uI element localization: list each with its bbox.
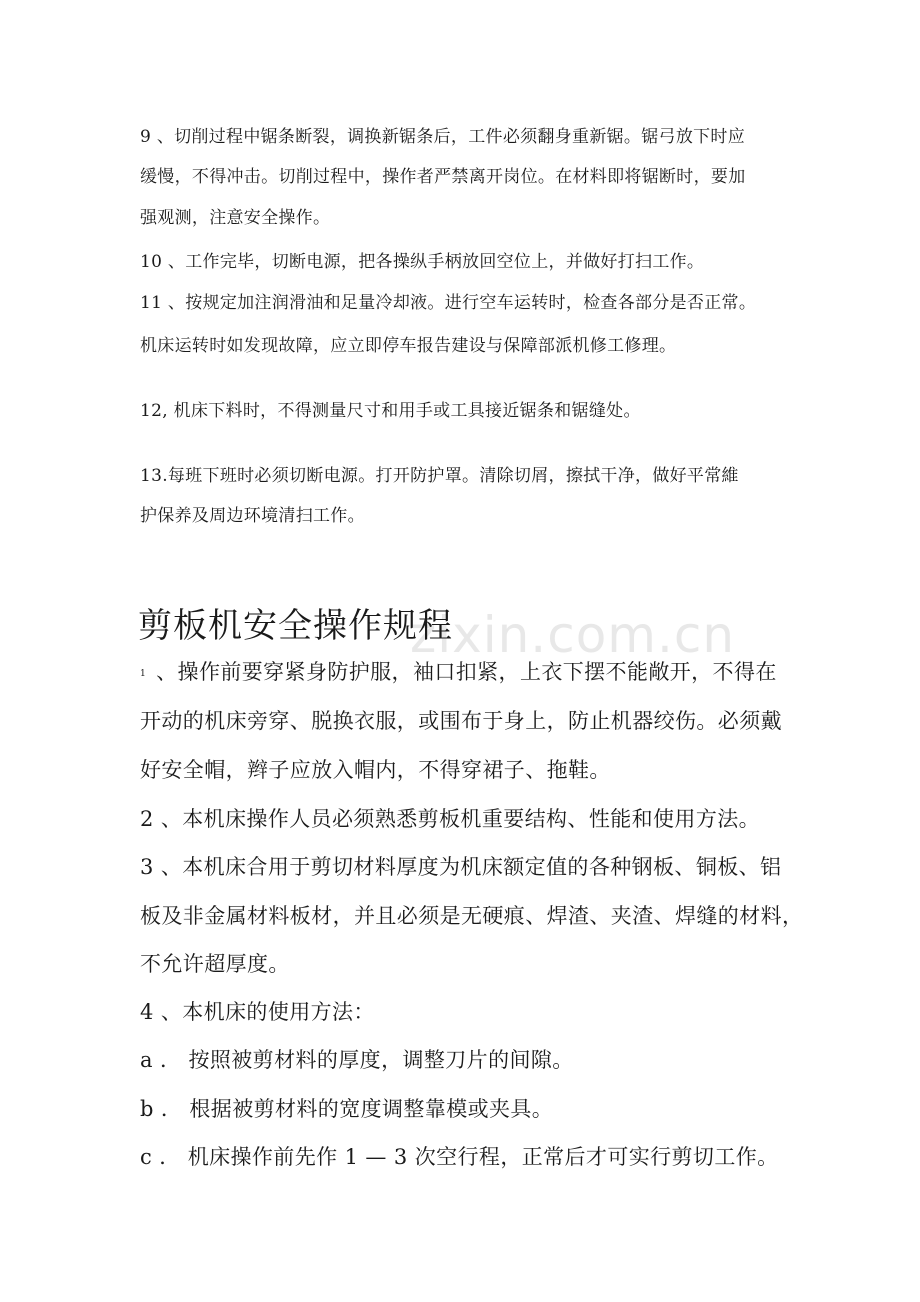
paragraph-line: 强观测，注意安全操作。 bbox=[140, 208, 331, 228]
paragraph-line: 11 、按规定加注润滑油和足量冷却液。进行空车运转时，检查各部分是否正常。 bbox=[140, 293, 757, 313]
paragraph-line: 缓慢，不得冲击。切削过程中，操作者严禁离开岗位。在材料即将锯断时，要加 bbox=[140, 167, 746, 187]
paragraph-line: 好安全帽，辫子应放入帽内，不得穿裙子、拖鞋。 bbox=[140, 758, 611, 782]
paragraph-line bbox=[140, 656, 790, 686]
paragraph-line: 3 、本机床合用于剪切材料厚度为机床额定值的各种钢板、铜板、铝 bbox=[140, 855, 782, 879]
paragraph-line: 12, 机床下料时，不得测量尺寸和用手或工具接近锯条和锯缝处。 bbox=[140, 401, 641, 421]
paragraph-text: 、操作前要穿紧身防护服，袖口扣紧，上衣下摆不能敞开，不得在 bbox=[156, 660, 777, 684]
paragraph-line: 9 、切削过程中锯条断裂，调换新锯条后，工件必须翻身重新锯。锯弓放下时应 bbox=[140, 127, 746, 147]
item-number: 1 bbox=[140, 668, 147, 679]
section-title: 剪板机安全操作规程 bbox=[138, 606, 453, 646]
paragraph-line: a ． 按照被剪材料的厚度，调整刀片的间隙。 bbox=[140, 1048, 574, 1072]
paragraph-line: 开动的机床旁穿、脱换衣服，或围布于身上，防止机器绞伤。必须戴 bbox=[140, 709, 782, 733]
paragraph-line: 板及非金属材料板材，并且必须是无硬痕、焊渣、夹渣、焊缝的材料， bbox=[140, 904, 804, 928]
paragraph-line: 10 、工作完毕，切断电源，把各操纵手柄放回空位上，并做好打扫工作。 bbox=[140, 252, 705, 272]
paragraph-line: b ． 根据被剪材料的宽度调整靠模或夹具。 bbox=[140, 1097, 554, 1121]
paragraph-line: c ． 机床操作前先作 1 — 3 次空行程，正常后才可实行剪切工作。 bbox=[140, 1145, 779, 1169]
paragraph-line: 机床运转时如发现故障，应立即停车报告建设与保障部派机修工修理。 bbox=[140, 336, 677, 356]
paragraph-line: 不允许超厚度。 bbox=[140, 952, 290, 976]
paragraph-line: 2 、本机床操作人员必须熟悉剪板机重要结构、性能和使用方法。 bbox=[140, 807, 761, 831]
paragraph-line: 护保养及周边环境清扫工作。 bbox=[140, 506, 365, 526]
paragraph-line: 13.每班下班时必须切断电源。打开防护罩。清除切屑，擦拭干净，做好平常維 bbox=[140, 466, 739, 486]
watermark: zixin.com.cn bbox=[410, 606, 736, 664]
paragraph-line: 4 、本机床的使用方法： bbox=[140, 1000, 375, 1024]
